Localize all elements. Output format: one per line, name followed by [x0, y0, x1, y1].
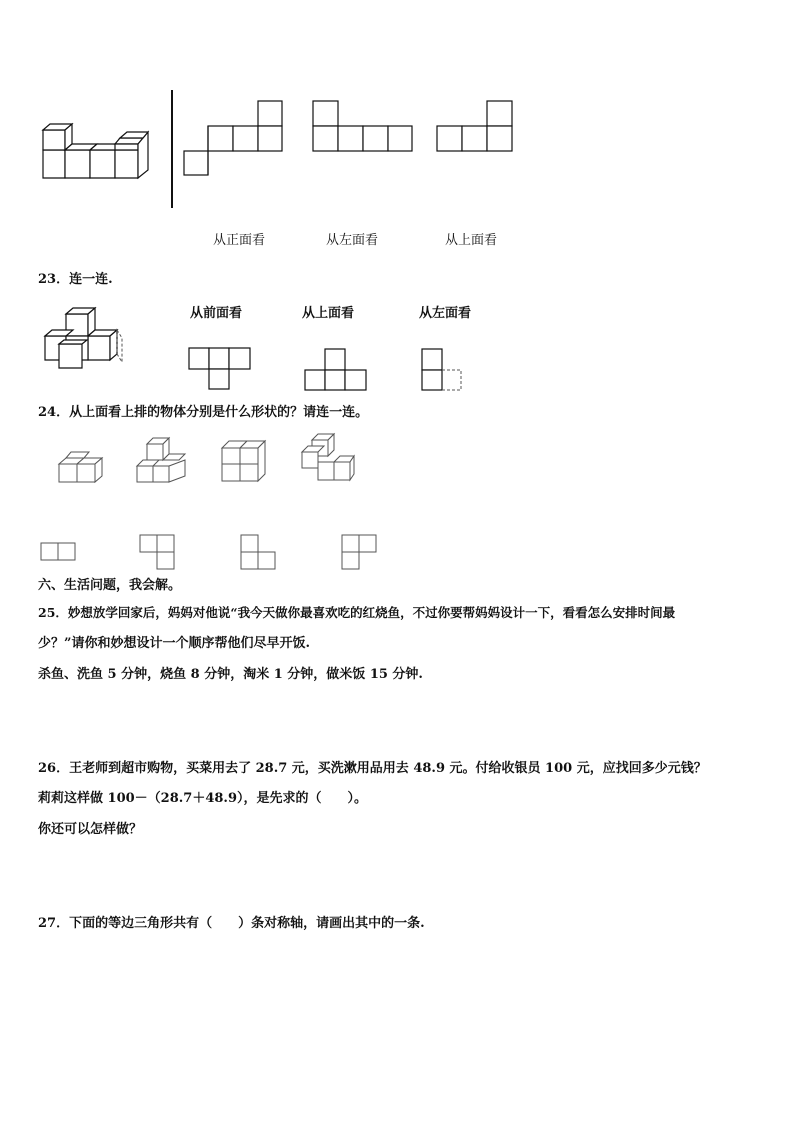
view-shape-2	[312, 100, 414, 153]
q23-label-top: 从上面看	[302, 306, 355, 321]
q24-object-3	[220, 438, 268, 484]
q24-title: 24．从上面看上排的物体分别是什么形状的？请连一连。	[38, 405, 369, 420]
view-shape-3	[436, 100, 514, 153]
q23-label-front: 从前面看	[190, 306, 243, 321]
q24-object-2	[135, 436, 187, 486]
q23-title: 23．连一连.	[38, 272, 113, 287]
q26-line-2: 莉莉这样做 100－（28.7＋48.9），是先求的（ ）。	[38, 791, 367, 806]
q23-view-front	[188, 347, 252, 391]
view-shape-1	[183, 100, 283, 176]
label-front-view: 从正面看	[213, 233, 266, 248]
label-left-view: 从左面看	[326, 233, 379, 248]
q24-shape-3	[240, 534, 276, 570]
q24-shape-4	[341, 534, 377, 570]
q24-shape-1	[40, 542, 76, 562]
q25-line-3: 杀鱼、洗鱼 5 分钟，烧鱼 8 分钟，淘米 1 分钟，做米饭 15 分钟.	[38, 667, 423, 682]
q24-object-1	[57, 450, 105, 484]
q25-line-2: 少？”请你和妙想设计一个顺序帮他们尽早开饭.	[38, 636, 311, 651]
q23-view-top	[304, 348, 368, 392]
q24-object-4	[300, 432, 356, 484]
section-6-title: 六、生活问题，我会解。	[38, 578, 182, 593]
q23-view-left	[421, 348, 465, 392]
q25-line-1: 25．妙想放学回家后，妈妈对他说“我今天做你最喜欢吃的红烧鱼，不过你要帮妈妈设计一下，看看怎么安排时间最	[38, 605, 676, 620]
q27-line-1: 27．下面的等边三角形共有（ ）条对称轴，请画出其中的一条.	[38, 916, 425, 931]
q23-solid	[42, 306, 124, 370]
q24-shape-2	[139, 534, 175, 570]
solid-figure-top	[40, 122, 155, 180]
q26-line-1: 26．王老师到超市购物，买菜用去了 28.7 元，买洗漱用品用去 48.9 元。付给收银员 100 元，应找回多少元钱？	[38, 761, 707, 776]
q23-label-left: 从左面看	[419, 306, 472, 321]
label-top-view: 从上面看	[445, 233, 498, 248]
q26-line-3: 你还可以怎样做？	[38, 822, 143, 837]
divider-line	[171, 90, 173, 208]
